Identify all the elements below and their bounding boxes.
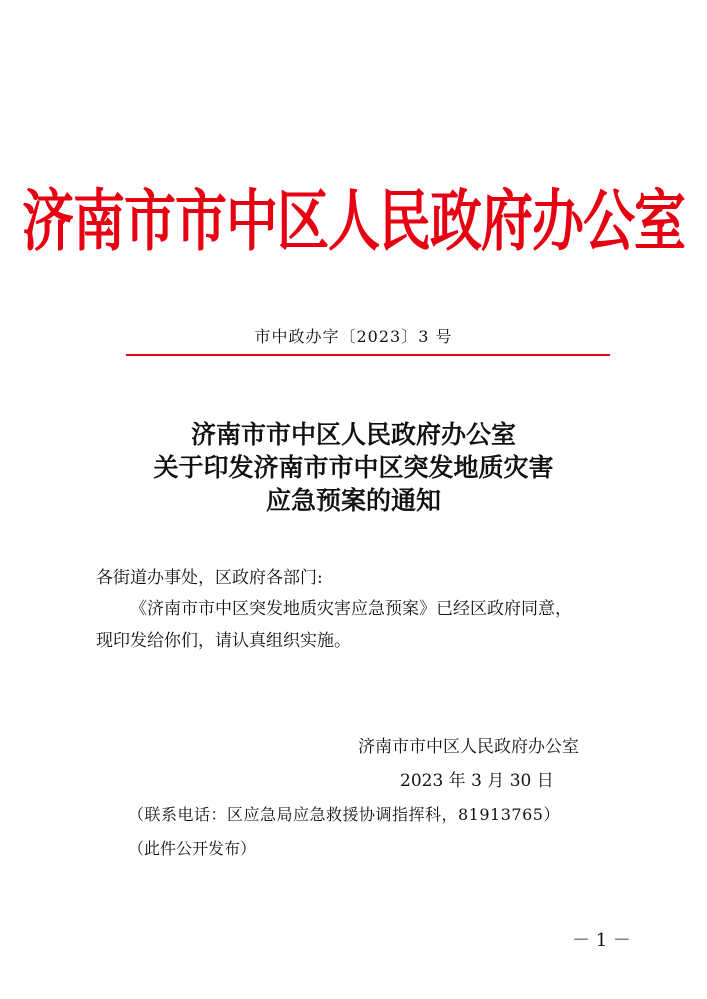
publication-note: （此件公开发布） <box>128 839 257 858</box>
body-paragraph-line-1: 《济南市市中区突发地质灾害应急预案》已经区政府同意， <box>130 599 572 619</box>
signature-date: 2023 年 3 月 30 日 <box>400 771 554 791</box>
body-paragraph-line-2: 现印发给你们，请认真组织实施。 <box>96 631 351 651</box>
title-line-1: 济南市市中区人民政府办公室 <box>190 420 516 449</box>
signature-org: 济南市市中区人民政府办公室 <box>358 737 579 757</box>
contact-note: （联系电话：区应急局应急救援协调指挥科，81913765） <box>128 805 560 824</box>
red-separator-line <box>126 354 610 356</box>
document-title <box>0 418 707 517</box>
document-number: 市中政办字〔2023〕3 号 <box>254 327 453 346</box>
title-line-2: 关于印发济南市市中区突发地质灾害 <box>153 453 554 482</box>
title-line-3: 应急预案的通知 <box>265 486 441 515</box>
salutation: 各街道办事处，区政府各部门: <box>96 568 323 588</box>
issuing-org-header: 济南市市中区人民政府办公室 <box>21 182 685 261</box>
page-number: － 1 － <box>572 930 631 951</box>
